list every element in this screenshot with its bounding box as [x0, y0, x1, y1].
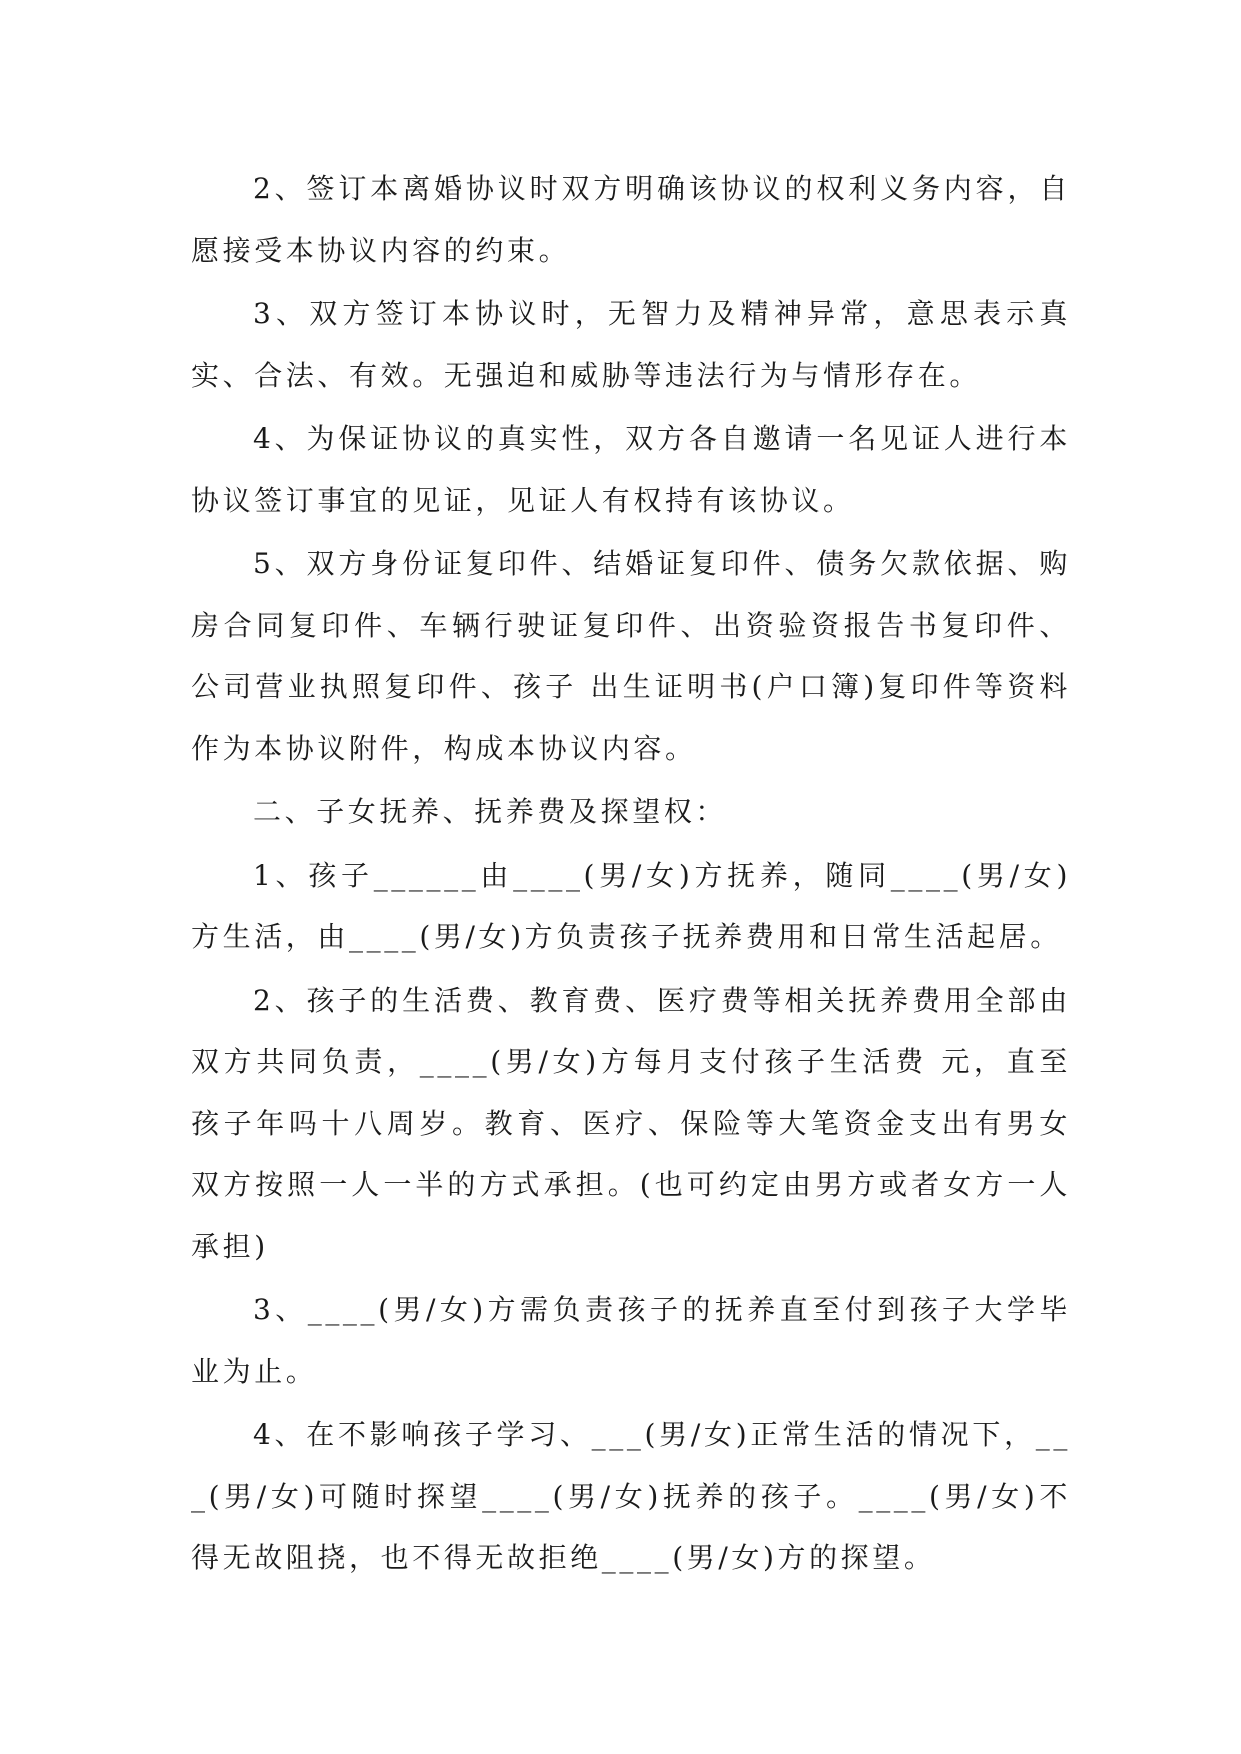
- section-heading-child-custody: 二、子女抚养、抚养费及探望权：: [253, 795, 728, 828]
- paragraph-custody-2: 2、孩子的生活费、教育费、医疗费等相关抚养费用全部由双方共同负责，____(男/女)方每月支付孩子生活费 元，直至孩子年吗十八周岁。教育、医疗、保险等大笔资金支出有男女双方按照一人一半的方式承担。(也可约定由男方或者女方一人承担): [191, 983, 1071, 1263]
- paragraph-clause-2: 2、签订本离婚协议时双方明确该协议的权利义务内容，自愿接受本协议内容的约束。: [191, 172, 1071, 267]
- paragraph-custody-1: 1、孩子______由____(男/女)方抚养，随同____(男/女)方生活，由____(男/女)方负责孩子抚养费用和日常生活起居。: [191, 858, 1071, 953]
- paragraph-clause-5: 5、双方身份证复印件、结婚证复印件、债务欠款依据、购房合同复印件、车辆行驶证复印件、出资验资报告书复印件、公司营业执照复印件、孩子 出生证明书(户口簿)复印件等资料作为本协议附件，构成本协议内容。: [191, 547, 1071, 765]
- paragraph-custody-3: 3、____(男/女)方需负责孩子的抚养直至付到孩子大学毕业为止。: [191, 1293, 1071, 1388]
- document-body: [191, 158, 1071, 1591]
- paragraph-custody-4: 4、在不影响孩子学习、___(男/女)正常生活的情况下，___(男/女)可随时探望____(男/女)抚养的孩子。____(男/女)不得无故阻挠，也不得无故拒绝____(男/女)方的探望。: [191, 1418, 1071, 1574]
- paragraph-clause-4: 4、为保证协议的真实性，双方各自邀请一名见证人进行本协议签订事宜的见证，见证人有权持有该协议。: [191, 422, 1071, 517]
- paragraph-clause-3: 3、双方签订本协议时，无智力及精神异常，意思表示真实、合法、有效。无强迫和威胁等违法行为与情形存在。: [191, 297, 1071, 392]
